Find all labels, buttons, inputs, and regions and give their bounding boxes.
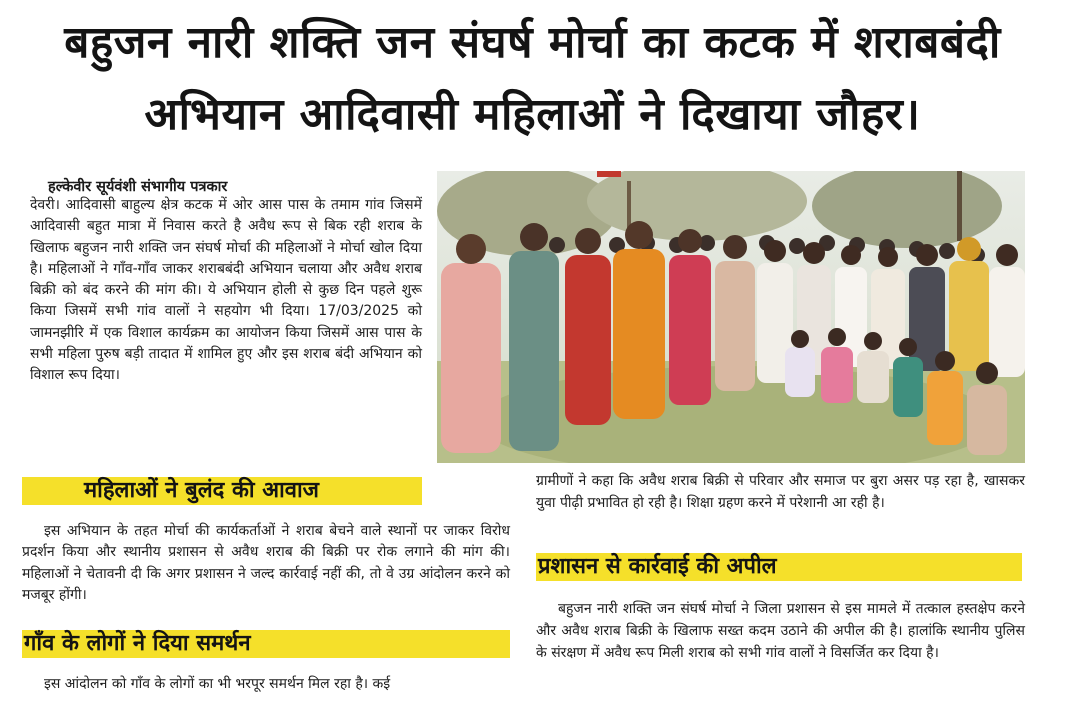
section-heading-2: गाँव के लोगों ने दिया समर्थन [24, 631, 251, 656]
continuation-paragraph [536, 470, 1025, 514]
section-2-paragraph [22, 674, 510, 695]
section-3-paragraph [536, 598, 1025, 664]
section-heading-band-3 [536, 553, 1022, 581]
intro-text: देवरी। आदिवासी बाहुल्य क्षेत्र कटक में ओर आस पास के तमाम गांव जिसमें आदिवासी बहुत मात्रा में निवास करते है अवैध रूप से बिक रही शराब के खिलाफ बहुजन नारी शक्ति जन संघर्ष मोर्चा की महिलाओं ने मोर्चा खोल दिया है। महिलाओं ने गाँव-गाँव जाकर शराबबंदी अभियान चलाया और अवैध शराब बिक्री को बंद करने की मांग की। ये अभियान होली से कुछ दिन पहले शुरू किया जिसमें सभी गांव वालों ने सहयोग भी दिया। 17/03/2025 को जामनझीरि में एक विशाल कार्यक्रम का आयोजन किया जिसमें आस पास के सभी महिला पुरुष बड़ी तादात में शामिल हुए और इस शराब बंदी अभियान को विशाल रूप दिया। [30, 197, 422, 384]
section-heading-1: महिलाओं ने बुलंद की आवाज [84, 478, 319, 503]
news-photo [437, 171, 1025, 463]
section-2-text: इस आंदोलन को गाँव के लोगों का भी भरपूर समर्थन मिल रहा है। कई [44, 676, 391, 692]
section-1-text: इस अभियान के तहत मोर्चा की कार्यकर्ताओं ने शराब बेचने वाले स्थानों पर जाकर विरोध प्रदर्शन किया और स्थानीय प्रशासन से अवैध शराब की बिक्री पर रोक लगाने की मांग की। महिलाओं ने चेतावनी दी कि अगर प्रशासन ने जल्द कार्रवाई नहीं की, तो वे उग्र आंदोलन करने को मजबूर होंगी। [22, 523, 510, 603]
section-1-paragraph [22, 521, 510, 606]
headline-line-1: बहुजन नारी शक्ति जन संघर्ष मोर्चा का कटक में शराबबंदी [64, 17, 1001, 68]
section-3-text: बहुजन नारी शक्ति जन संघर्ष मोर्चा ने जिला प्रशासन से इस मामले में तत्काल हस्तक्षेप करने और अवैध शराब बिक्री के खिलाफ सख्त कदम उठाने की अपील की है। हालांकि स्थानीय पुलिस के संरक्षण में अवैध रूप मिली शराब को सभी गांव वालों ने विसर्जित कर दिया है। [536, 601, 1025, 661]
section-heading-3: प्रशासन से कार्रवाई की अपील [538, 554, 777, 579]
intro-paragraph [30, 195, 422, 387]
continuation-text: ग्रामीणों ने कहा कि अवैध शराब बिक्री से परिवार और समाज पर बुरा असर पड़ रहा है, खासकर युवा पीढ़ी प्रभावित हो रही है। शिक्षा ग्रहण करने में परेशानी आ रही है। [536, 473, 1025, 511]
headline-line-2: अभियान आदिवासी महिलाओं ने दिखाया जौहर। [144, 89, 921, 140]
rally-photo-illustration [437, 171, 1025, 463]
section-heading-band-1 [22, 477, 422, 505]
section-heading-band-2 [22, 630, 510, 658]
byline: हल्केवीर सूर्यवंशी संभागीय पत्रकार [48, 179, 228, 195]
